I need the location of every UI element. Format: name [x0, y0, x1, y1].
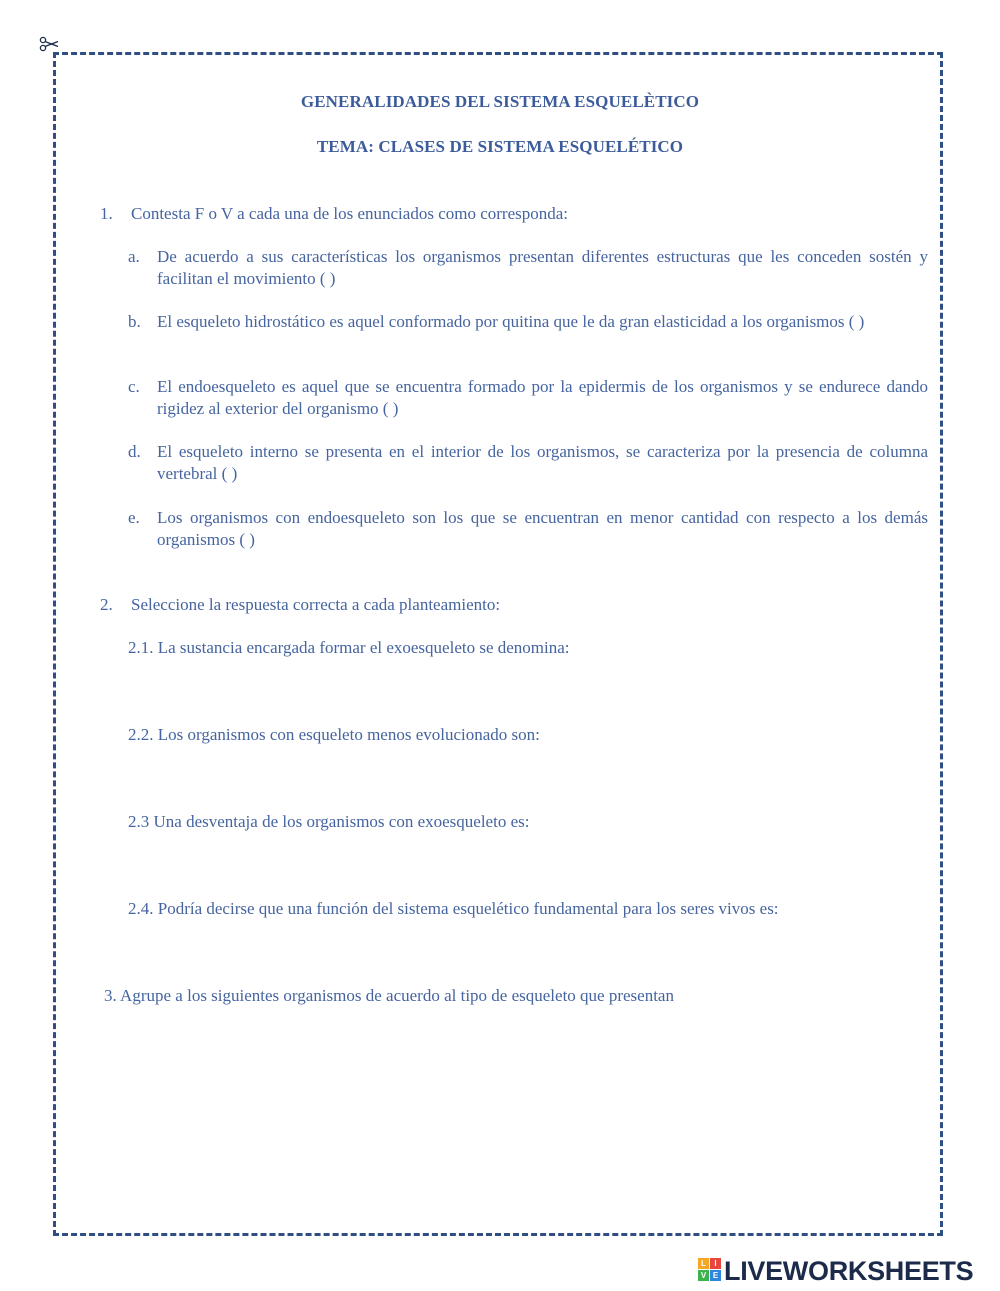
question-2-4: 2.4. Podría decirse que una función del sistema esquelético fundamental para los seres vivos es: — [128, 899, 779, 918]
item-text: El esqueleto interno se presenta en el interior de los organismos, se caracteriza por la presencia de columna vertebral ( ) — [157, 442, 928, 483]
scissors-icon — [38, 34, 62, 54]
logo-letter-e: E — [710, 1270, 721, 1281]
question-3: 3. Agrupe a los siguientes organismos de acuerdo al tipo de esqueleto que presentan — [104, 986, 674, 1005]
logo-letter-l: L — [698, 1258, 709, 1269]
liveworksheets-logo — [698, 1256, 994, 1286]
question-1-item-a — [128, 246, 928, 290]
question-1-prompt: Contesta F o V a cada una de los enunciados como corresponda: — [131, 204, 569, 223]
item-text: El esqueleto hidrostático es aquel conformado por quitina que le da gran elasticidad a los organismos ( ) — [157, 312, 865, 331]
question-2-3: 2.3 Una desventaja de los organismos con exoesqueleto es: — [128, 812, 530, 831]
item-label: d. — [128, 442, 141, 461]
item-text: El endoesqueleto es aquel que se encuentra formado por la epidermis de los organismos y se endurece dando rigidez al exterior del organismo ( ) — [157, 377, 928, 418]
question-2 — [100, 594, 500, 616]
logo-letter-v: V — [698, 1270, 709, 1281]
item-label: c. — [128, 377, 140, 396]
item-label: a. — [128, 247, 140, 266]
logo-letter-i: I — [710, 1258, 721, 1269]
worksheet-subtitle: TEMA: CLASES DE SISTEMA ESQUELÉTICO — [316, 137, 684, 156]
question-1-number: 1. — [100, 204, 113, 223]
question-2-1: 2.1. La sustancia encargada formar el exoesqueleto se denomina: — [128, 638, 570, 657]
item-label: e. — [128, 508, 140, 527]
liveworksheets-logo-text: LIVEWORKSHEETS — [724, 1256, 974, 1286]
item-text: Los organismos con endoesqueleto son los que se encuentran en menor cantidad con respecto a los demás organismos ( ) — [157, 508, 928, 549]
question-1-item-b — [128, 311, 928, 333]
item-label: b. — [128, 312, 141, 331]
question-1-item-c — [128, 376, 928, 420]
question-1-item-d — [128, 441, 928, 485]
question-2-prompt: Seleccione la respuesta correcta a cada planteamiento: — [131, 595, 501, 614]
question-2-number: 2. — [100, 595, 113, 614]
item-text: De acuerdo a sus características los organismos presentan diferentes estructuras que les conceden sostén y facilitan el movimiento ( ) — [157, 247, 928, 288]
question-1 — [100, 203, 568, 225]
question-1-item-e — [128, 507, 928, 551]
liveworksheets-logo-mark — [698, 1258, 722, 1282]
question-2-2: 2.2. Los organismos con esqueleto menos evolucionado son: — [128, 725, 540, 744]
worksheet-title: GENERALIDADES DEL SISTEMA ESQUELÈTICO — [300, 92, 700, 111]
